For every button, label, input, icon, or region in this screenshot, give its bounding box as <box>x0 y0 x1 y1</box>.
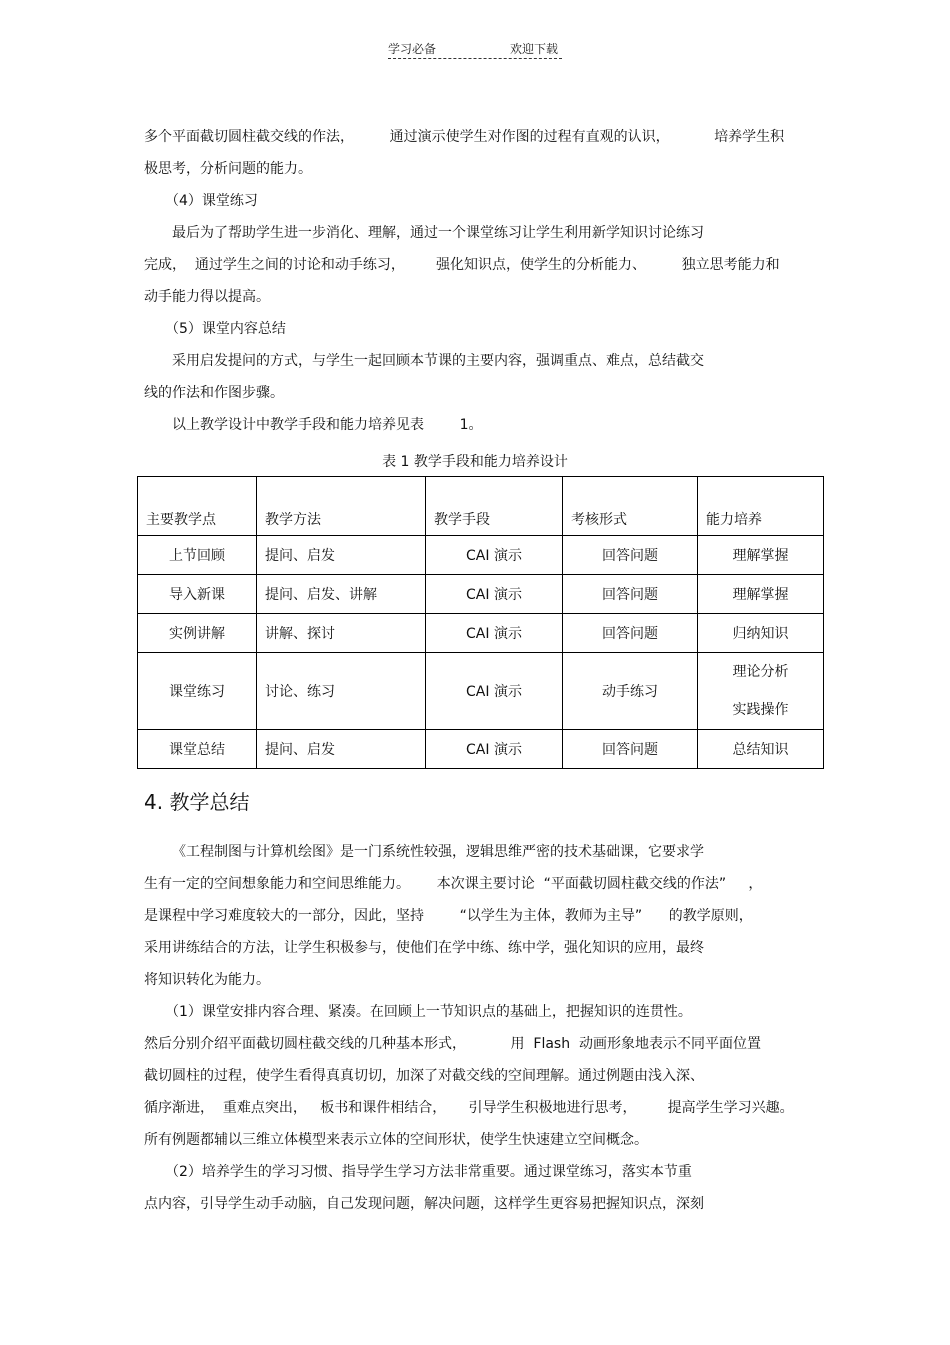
table-cell: 上节回顾 <box>138 536 257 575</box>
paragraph-line: 最后为了帮助学生进一步消化、理解，通过一个课堂练习让学生利用新学知识讨论练习 <box>172 225 704 241</box>
table-cell: 总结知识 <box>698 730 824 769</box>
paragraph-line: （2）培养学生的学习习惯、指导学生学习方法非常重要。通过课堂练习，落实本节重 <box>165 1164 692 1180</box>
section-heading: 4. 教学总结 <box>144 790 250 814</box>
table-cell: 归纳知识 <box>698 614 824 653</box>
table-header-cell: 教学方法 <box>257 477 426 536</box>
table-row <box>138 536 824 575</box>
paragraph-line: 极思考，分析问题的能力。 <box>144 161 312 177</box>
paragraph-line: 将知识转化为能力。 <box>144 972 270 988</box>
paragraph-line: 线的作法和作图步骤。 <box>144 385 284 401</box>
table-cell: 课堂总结 <box>138 730 257 769</box>
table-cell: CAI 演示 <box>426 614 563 653</box>
table-cell: CAI 演示 <box>426 653 563 730</box>
table-cell: 导入新课 <box>138 575 257 614</box>
paragraph-line: 生有一定的空间想象能力和空间思维能力。 本次课主要讨论 “平面截切圆柱截交线的作法” ， <box>144 876 763 892</box>
table-header-row <box>138 477 824 536</box>
paragraph-line: 循序渐进， 重难点突出， 板书和课件相结合， 引导学生积极地进行思考， 提高学生学习兴趣。 <box>144 1100 794 1116</box>
table-cell: 实例讲解 <box>138 614 257 653</box>
table-cell: CAI 演示 <box>426 575 563 614</box>
table-cell: 讲解、探讨 <box>257 614 426 653</box>
table-row <box>138 653 824 730</box>
header-left: 学习必备 <box>388 42 437 56</box>
table-header-cell: 能力培养 <box>698 477 824 536</box>
table-cell: 提问、启发 <box>257 536 426 575</box>
header-rule <box>388 58 562 59</box>
table-cell: CAI 演示 <box>426 536 563 575</box>
table-header-cell: 教学手段 <box>426 477 563 536</box>
table-cell: 讨论、练习 <box>257 653 426 730</box>
paragraph-line: 完成， 通过学生之间的讨论和动手练习， 强化知识点，使学生的分析能力、 独立思考能力和 <box>144 257 780 273</box>
table-cell <box>698 653 824 730</box>
paragraph-line: 以上教学设计中教学手段和能力培养见表 1。 <box>172 417 483 433</box>
table-row <box>138 730 824 769</box>
paragraph-line: 点内容，引导学生动手动脑，自己发现问题，解决问题，这样学生更容易把握知识点，深刻 <box>144 1196 704 1212</box>
teaching-table <box>137 476 824 769</box>
table-header-cell: 主要教学点 <box>138 477 257 536</box>
paragraph-line: 动手能力得以提高。 <box>144 289 270 305</box>
table-row <box>138 614 824 653</box>
table-cell: 提问、启发 <box>257 730 426 769</box>
table-cell: 课堂练习 <box>138 653 257 730</box>
table-cell: 理解掌握 <box>698 536 824 575</box>
subheading: （4）课堂练习 <box>165 193 258 209</box>
paragraph-line: 采用讲练结合的方法，让学生积极参与，使他们在学中练、练中学，强化知识的应用，最终 <box>144 940 704 956</box>
table-row <box>138 575 824 614</box>
paragraph-line: 所有例题都辅以三维立体模型来表示立体的空间形状，使学生快速建立空间概念。 <box>144 1132 648 1148</box>
table-header-cell: 考核形式 <box>563 477 698 536</box>
paragraph-line: 然后分别介绍平面截切圆柱截交线的几种基本形式， 用 Flash 动画形象地表示不同平面位置 <box>144 1036 761 1052</box>
paragraph-line: 采用启发提问的方式，与学生一起回顾本节课的主要内容，强调重点、难点，总结截交 <box>172 353 704 369</box>
paragraph-line: 是课程中学习难度较大的一部分，因此，坚持 “以学生为主体，教师为主导” 的教学原则， <box>144 908 753 924</box>
paragraph-line: 多个平面截切圆柱截交线的作法， 通过演示使学生对作图的过程有直观的认识， 培养学生积 <box>144 129 785 145</box>
paragraph-line: 《工程制图与计算机绘图》是一门系统性较强，逻辑思维严密的技术基础课，它要求学 <box>172 844 704 860</box>
table-cell: 动手练习 <box>563 653 698 730</box>
table-cell: 理解掌握 <box>698 575 824 614</box>
table-caption: 表 1 教学手段和能力培养设计 <box>382 454 568 470</box>
table-cell: 回答问题 <box>563 575 698 614</box>
paragraph-line: （1）课堂安排内容合理、紧凑。在回顾上一节知识点的基础上，把握知识的连贯性。 <box>165 1004 692 1020</box>
subheading: （5）课堂内容总结 <box>165 321 286 337</box>
table-cell: 回答问题 <box>563 536 698 575</box>
table-cell: 提问、启发、讲解 <box>257 575 426 614</box>
table-cell: CAI 演示 <box>426 730 563 769</box>
paragraph-line: 截切圆柱的过程，使学生看得真真切切，加深了对截交线的空间理解。通过例题由浅入深、 <box>144 1068 704 1084</box>
header-right: 欢迎下载 <box>510 42 559 56</box>
table-cell-line: 理论分析 <box>732 664 789 680</box>
table-cell: 回答问题 <box>563 614 698 653</box>
table-cell-line: 实践操作 <box>732 702 789 718</box>
table-cell: 回答问题 <box>563 730 698 769</box>
